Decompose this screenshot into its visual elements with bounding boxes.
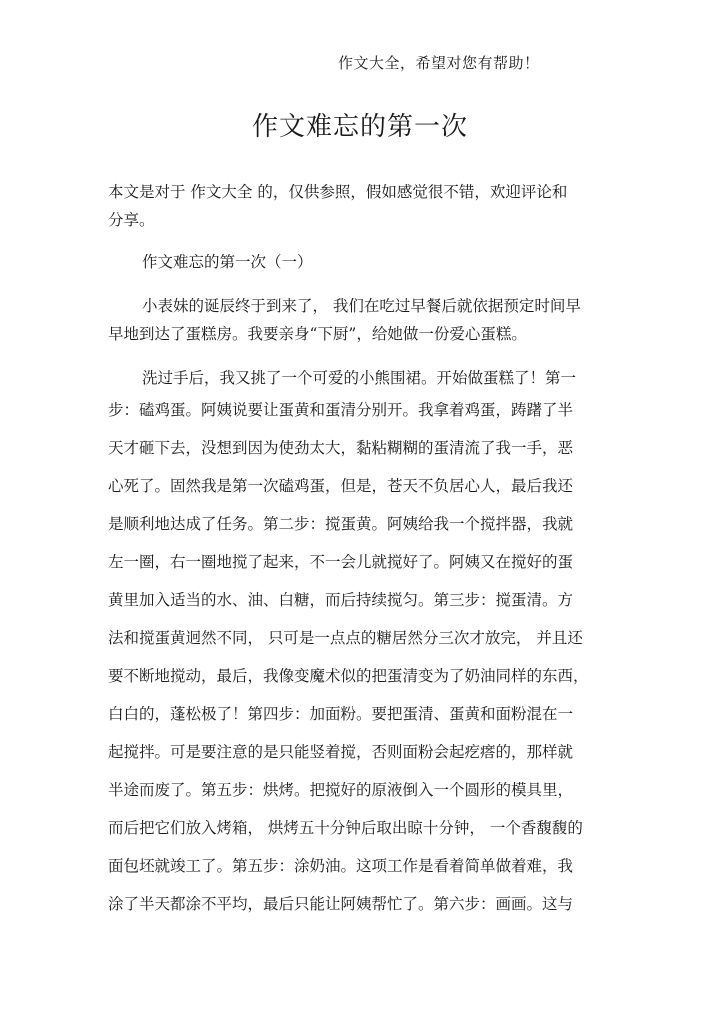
paragraph-line: 心死了。固然我是第一次磕鸡蛋，但是，苍天不负居心人，最后我还 xyxy=(108,477,574,495)
paragraph-line: 要不断地搅动，最后，我像变魔术似的把蛋清变为了奶油同样的东西， xyxy=(108,667,589,685)
paragraph-line: 步：磕鸡蛋。阿姨说要让蛋黄和蛋清分别开。我拿着鸡蛋，踌躇了半 xyxy=(108,401,574,419)
section-heading: 作文难忘的第一次（一） xyxy=(142,253,313,271)
paragraph-line: 小表妹的诞辰终于到来了， 我们在吃过早餐后就依据预定时间早 xyxy=(142,297,581,315)
paragraph-line: 黄里加入适当的水、油、白糖，而后持续搅匀。第三步：搅蛋清。方 xyxy=(108,591,574,609)
paragraph-line: 天才砸下去，没想到因为使劲太大，黏粘糊糊的蛋清流了我一手，恶 xyxy=(108,439,574,457)
paragraph-line: 起搅拌。可是要注意的是只能竖着搅，否则面粉会起疙瘩的，那样就 xyxy=(108,743,574,761)
paragraph-line: 法和搅蛋黄迥然不同， 只可是一点点的糖居然分三次才放完， 并且还 xyxy=(108,629,583,647)
intro-line: 分享。 xyxy=(108,211,155,229)
paragraph-line: 是顺利地达成了任务。第二步：搅蛋黄。阿姨给我一个搅拌器，我就 xyxy=(108,515,574,533)
paragraph-line: 涂了半天都涂不平均，最后只能让阿姨帮忙了。第六步：画画。这与 xyxy=(108,895,574,913)
document-title: 作文难忘的第一次 xyxy=(251,112,468,142)
paragraph-line: 而后把它们放入烤箱， 烘烤五十分钟后取出晾十分钟， 一个香馥馥的 xyxy=(108,819,583,837)
intro-line: 本文是对于 作文大全 的，仅供参照，假如感觉很不错，欢迎评论和 xyxy=(108,183,568,201)
header-note: 作文大全，希望对您有帮助！ xyxy=(338,54,540,72)
paragraph-line: 洗过手后，我又挑了一个可爱的小熊围裙。开始做蛋糕了！第一 xyxy=(142,369,577,387)
paragraph-line: 半途而废了。第五步：烘烤。把搅好的原液倒入一个圆形的模具里， xyxy=(108,781,574,799)
paragraph-line: 面包坯就竣工了。第五步：涂奶油。这项工作是看着简单做着难，我 xyxy=(108,857,574,875)
paragraph-line: 早地到达了蛋糕房。我要亲身“下厨”，给她做一份爱心蛋糕。 xyxy=(108,325,527,343)
paragraph-line: 左一圈，右一圈地搅了起来，不一会儿就搅好了。阿姨又在搅好的蛋 xyxy=(108,553,574,571)
paragraph-line: 白白的，蓬松极了！第四步：加面粉。要把蛋清、蛋黄和面粉混在一 xyxy=(108,705,574,723)
